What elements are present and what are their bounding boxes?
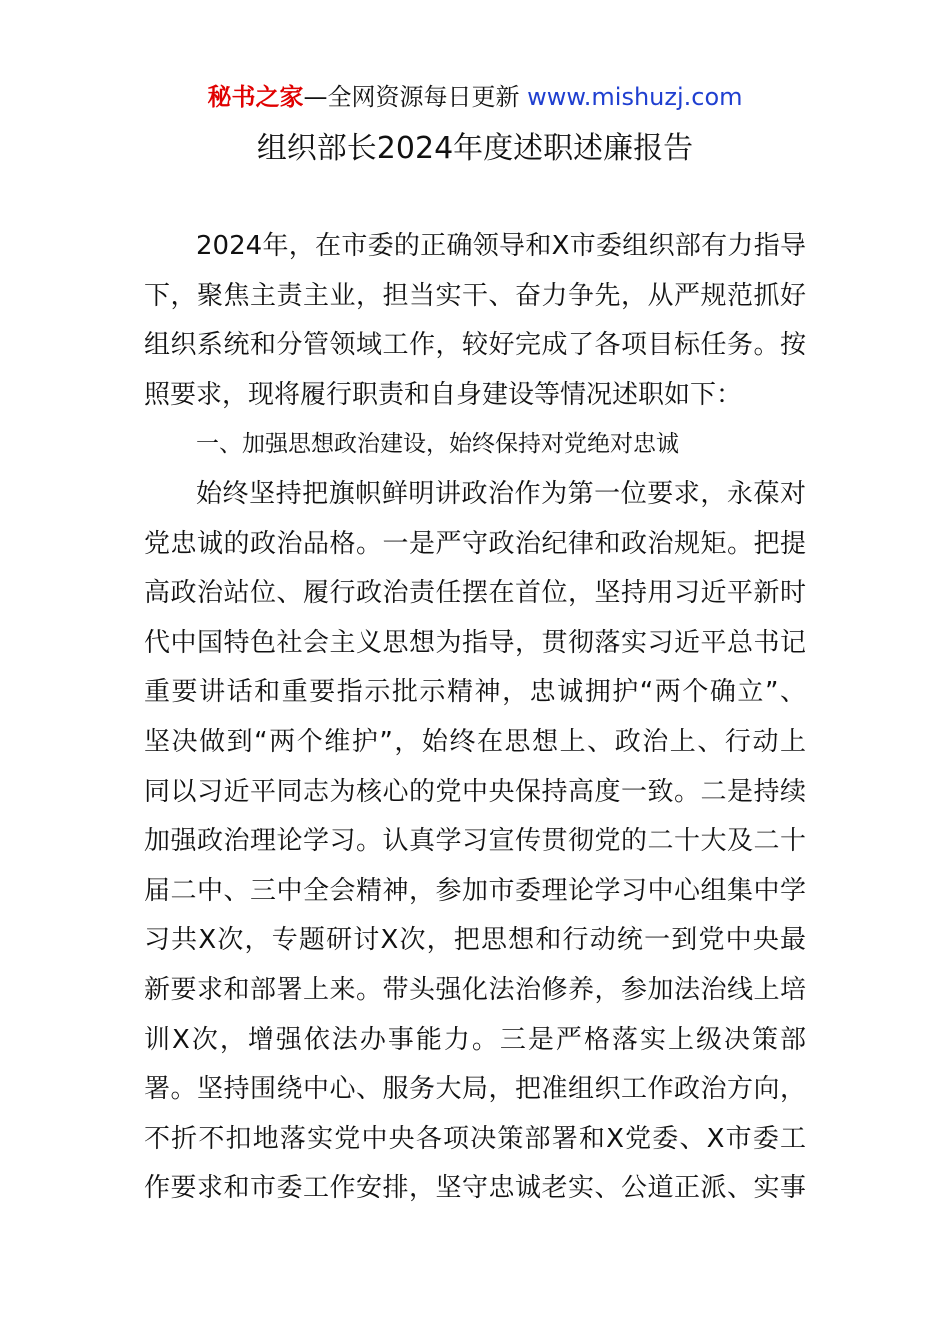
paragraph-line: 始终坚持把旗帜鲜明讲政治作为第一位要求，永葆对	[196, 478, 806, 509]
paragraph-line: 加强政治理论学习。认真学习宣传贯彻党的二十大及二十	[144, 826, 806, 857]
paragraph-line: 下，聚焦主责主业，担当实干、奋力争先，从严规范抓好	[144, 280, 806, 311]
paragraph-line: 代中国特色社会主义思想为指导，贯彻落实习近平总书记	[144, 627, 806, 658]
paragraph-line: 重要讲话和重要指示批示精神，忠诚拥护“两个确立”、	[144, 677, 806, 708]
paragraph-line: 届二中、三中全会精神，参加市委理论学习中心组集中学	[144, 875, 806, 906]
paragraph-line: 组织系统和分管领域工作，较好完成了各项目标任务。按	[144, 330, 806, 361]
paragraph-line: 不折不扣地落实党中央各项决策部署和X党委、X市委工	[144, 1123, 806, 1154]
document-body	[144, 222, 806, 1214]
paragraph-line: 新要求和部署上来。带头强化法治修养，参加法治线上培	[144, 974, 806, 1005]
paragraph-line: 高政治站位、履行政治责任摆在首位，坚持用习近平新时	[144, 578, 806, 609]
paragraph-line: 训X次，增强依法办事能力。三是严格落实上级决策部	[144, 1024, 806, 1055]
site-url[interactable]: www.mishuzj.com	[527, 83, 743, 111]
paragraph-line: 署。坚持围绕中心、服务大局，把准组织工作政治方向，	[144, 1074, 806, 1105]
section-heading: 一、加强思想政治建设，始终保持对党绝对忠诚	[196, 431, 679, 458]
paragraph-line: 同以习近平同志为核心的党中央保持高度一致。二是持续	[144, 776, 806, 807]
paragraph-line: 党忠诚的政治品格。一是严守政治纪律和政治规矩。把提	[144, 528, 806, 559]
brand-name: 秘书之家	[207, 83, 304, 111]
paragraph-line: 作要求和市委工作安排，坚守忠诚老实、公道正派、实事	[144, 1173, 806, 1204]
paragraph-line: 2024年，在市委的正确领导和X市委组织部有力指导	[196, 231, 806, 261]
paragraph-line: 坚决做到“两个维护”，始终在思想上、政治上、行动上	[144, 726, 806, 757]
paragraph-line: 照要求，现将履行职责和自身建设等情况述职如下：	[144, 379, 743, 410]
document-title: 组织部长2024年度述职述廉报告	[256, 131, 694, 166]
paragraph-line: 习共X次，专题研讨X次，把思想和行动统一到党中央最	[144, 925, 806, 956]
site-header	[0, 80, 950, 114]
site-tagline: —全网资源每日更新	[303, 83, 528, 111]
